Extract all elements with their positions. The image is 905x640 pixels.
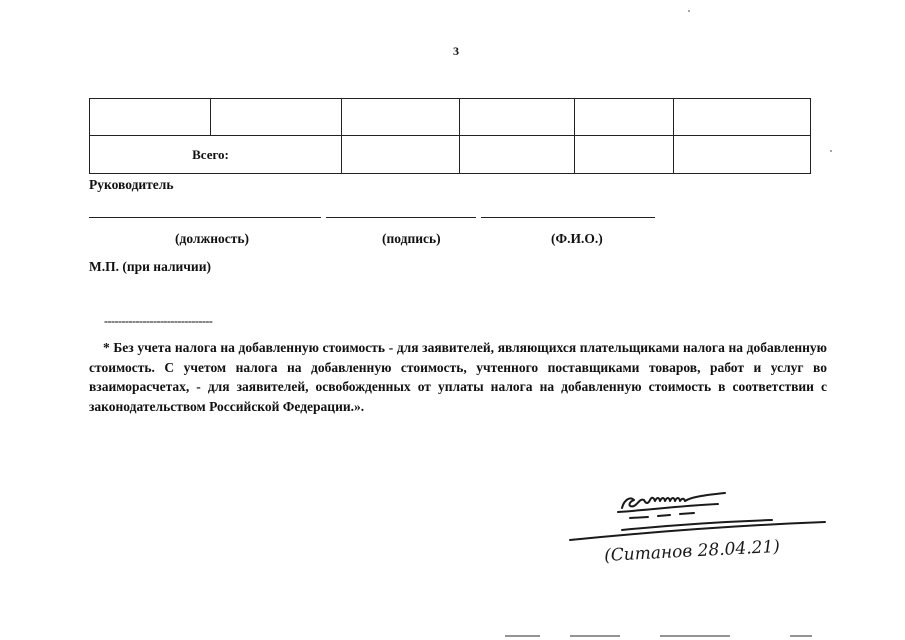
table-cell [460, 99, 575, 136]
scan-edge-marks [500, 632, 820, 640]
signature-dash [630, 513, 694, 518]
table-cell [460, 136, 575, 174]
signature-name-date: (Ситанов 28.04.21) [603, 536, 781, 567]
total-label: Всего: [90, 136, 342, 174]
table-row [90, 99, 811, 136]
table-cell [90, 99, 211, 136]
scan-speck [830, 150, 832, 152]
table-cell [211, 99, 342, 136]
stamp-label: М.П. (при наличии) [89, 259, 211, 274]
footnote-separator: ------------------------------- [104, 314, 213, 328]
signature-tail [618, 504, 718, 512]
head-label: Руководитель [89, 177, 174, 192]
signature-line [326, 217, 476, 218]
summary-table [89, 98, 811, 174]
position-line [89, 217, 321, 218]
signature-caption: (подпись) [382, 231, 441, 246]
name-caption: (Ф.И.О.) [551, 231, 603, 246]
table-row-total [90, 136, 811, 174]
table-cell [575, 136, 674, 174]
table-cell [674, 99, 811, 136]
table-cell [674, 136, 811, 174]
page-number: 3 [453, 44, 459, 58]
footnote-text: * Без учета налога на добавленную стоимость - для заявителей, являющихся плательщиками налога на добавленную стоимость. С учетом налога на добавленную стоимость, учтенного поставщиками товаров, работ и услуг во взаиморасчетах, - для заявителей, освобожденных от уплаты налога на добавленную стоимость в соответствии с законодательством Российской Федерации.». [89, 340, 827, 414]
handwritten-signature [560, 470, 830, 570]
table-cell [342, 99, 460, 136]
scan-speck [688, 10, 690, 12]
position-caption: (должность) [175, 231, 250, 246]
signature-scribble [622, 493, 725, 508]
name-line [481, 217, 655, 218]
table-cell [575, 99, 674, 136]
table-cell [342, 136, 460, 174]
